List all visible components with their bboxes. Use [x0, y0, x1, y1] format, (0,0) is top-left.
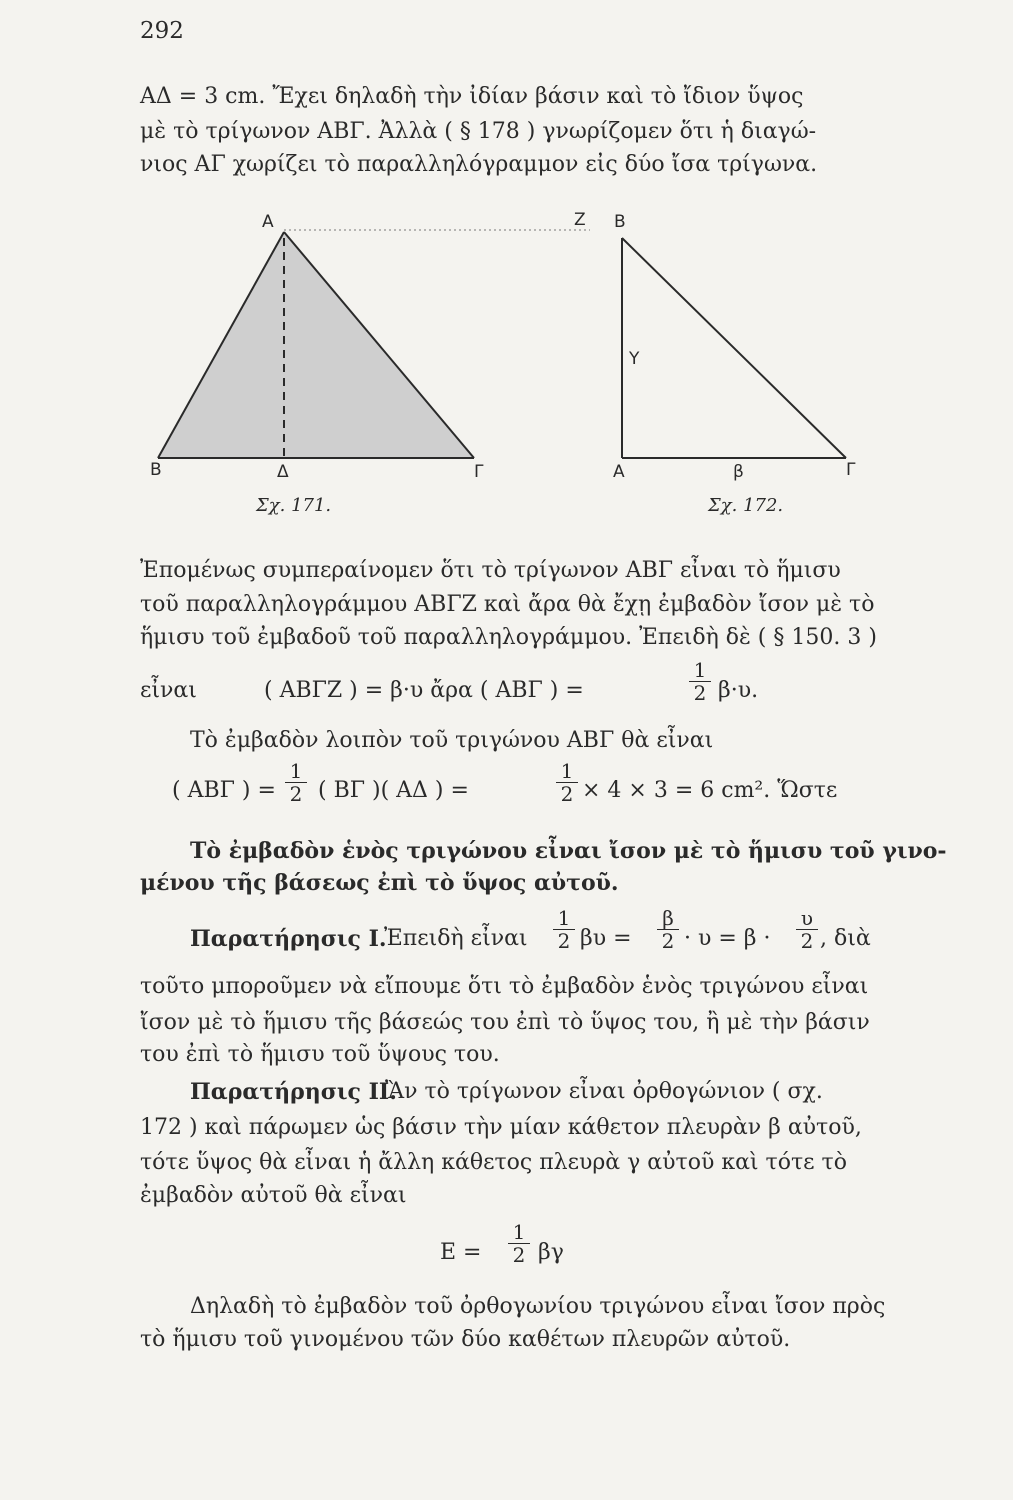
- eq2-lhs: ( ΑΒΓ ) =: [172, 778, 276, 803]
- remark1-line-2: ἴσον μὲ τὸ ἥμισυ τῆς βάσεώς του ἐπὶ τὸ ὕψος του, ἢ μὲ τὴν βάσιν: [140, 1010, 870, 1035]
- remark2-first: Ἂν τὸ τρίγωνον εἶναι ὀρθογώνιον ( σχ.: [385, 1079, 823, 1104]
- eq3-rhs: βγ: [538, 1240, 564, 1265]
- eq1-lead: εἶναι: [140, 678, 197, 703]
- fig171-label-b: Β: [150, 460, 162, 480]
- remark1-fraction-1: [553, 908, 575, 951]
- remark1-numerator-1: 1: [557, 906, 571, 930]
- page-number: 292: [140, 18, 184, 44]
- eq3-fraction: [508, 1222, 530, 1265]
- theorem-line-2: μένου τῆς βάσεως ἐπὶ τὸ ὕψος αὐτοῦ.: [140, 870, 619, 896]
- fig172-label-y: Υ: [629, 349, 640, 369]
- intro-line-3: νιος ΑΓ χωρίζει τὸ παραλληλόγραμμον εἰς δύο ἴσα τρίγωνα.: [140, 152, 818, 177]
- fig172-label-b: Β: [614, 212, 626, 232]
- eq2-middle: ( ΒΓ )( ΑΔ ) =: [318, 778, 469, 803]
- remark2-line-2: τότε ὕψος θὰ εἶναι ἡ ἄλλη κάθετος πλευρὰ γ αὐτοῦ καὶ τότε τὸ: [140, 1150, 847, 1175]
- intro-line-2: μὲ τὸ τρίγωνον ΑΒΓ. Ἀλλὰ ( § 178 ) γνωρίζομεν ὅτι ἡ διαγώ-: [140, 119, 817, 144]
- remark1-fraction-2: [657, 908, 679, 951]
- eq2-numerator-1: 1: [289, 759, 303, 783]
- figure-171: [158, 230, 590, 458]
- remark1-mid-2: · υ = β ·: [684, 926, 771, 951]
- remark1-title: Παρατήρησις Ι.: [190, 926, 387, 952]
- remark1-denominator-1: 2: [557, 929, 571, 953]
- eq1-fraction: [689, 660, 711, 703]
- eq3-numerator: 1: [512, 1220, 526, 1244]
- fig172-label-beta: β: [733, 462, 744, 482]
- remark1-tail: , διὰ: [820, 926, 871, 951]
- eq3-denominator: 2: [512, 1243, 526, 1267]
- eq1-numerator: 1: [693, 658, 707, 682]
- intro-line-1: ΑΔ = 3 cm. Ἔχει δηλαδὴ τὴν ἰδίαν βάσιν καὶ τὸ ἴδιον ὕψος: [140, 84, 804, 109]
- eq3-lhs: Ε =: [440, 1240, 482, 1265]
- fig172-label-a: Α: [613, 462, 625, 482]
- fig172-label-g: Γ: [846, 460, 856, 480]
- eq2-denominator-2: 2: [560, 782, 574, 806]
- remark2-title: Παρατήρησις ΙΙ.: [190, 1079, 397, 1105]
- eq2-numerator-2: 1: [560, 759, 574, 783]
- figure-172: [622, 238, 846, 458]
- remark1-mid-1: βυ =: [580, 926, 632, 951]
- conclusion-line-2: τὸ ἥμισυ τοῦ γινομένου τῶν δύο καθέτων πλευρῶν αὐτοῦ.: [140, 1327, 791, 1352]
- theorem-line-1: Τὸ ἐμβαδὸν ἑνὸς τριγώνου εἶναι ἴσον μὲ τὸ ἥμισυ τοῦ γινο-: [190, 838, 947, 864]
- remark1-line-1: τοῦτο μποροῦμεν νὰ εἴπουμε ὅτι τὸ ἐμβαδὸν ἑνὸς τριγώνου εἶναι: [140, 974, 869, 999]
- remark1-numerator-2: β: [662, 906, 674, 930]
- para1-line-1: Ἐπομένως συμπεραίνομεν ὅτι τὸ τρίγωνον ΑΒΓ εἶναι τὸ ἥμισυ: [140, 558, 841, 583]
- eq1-body: ( ΑΒΓΖ ) = β·υ ἄρα ( ΑΒΓ ) =: [264, 678, 584, 703]
- para1-line-2: τοῦ παραλληλογράμμου ΑΒΓΖ καὶ ἄρα θὰ ἔχῃ ἐμβαδὸν ἴσον μὲ τὸ: [140, 592, 875, 617]
- remark1-lead: Ἐπειδὴ εἶναι: [384, 926, 528, 951]
- conclusion-line-1: Δηλαδὴ τὸ ἐμβαδὸν τοῦ ὀρθογωνίου τριγώνου εἶναι ἴσον πρὸς: [190, 1294, 886, 1319]
- remark2-line-3: ἐμβαδὸν αὐτοῦ θὰ εἶναι: [140, 1183, 407, 1208]
- remark1-fraction-3: [796, 908, 818, 951]
- eq2-denominator-1: 2: [289, 782, 303, 806]
- fig171-label-g: Γ: [474, 462, 484, 482]
- remark1-denominator-3: 2: [800, 929, 814, 953]
- remark2-line-1: 172 ) καὶ πάρωμεν ὡς βάσιν τὴν μίαν κάθετον πλευρὰν β αὐτοῦ,: [140, 1115, 862, 1140]
- area-intro: Τὸ ἐμβαδὸν λοιπὸν τοῦ τριγώνου ΑΒΓ θὰ εἶναι: [190, 728, 714, 753]
- eq2-tail: × 4 × 3 = 6 cm². Ὥστε: [582, 778, 838, 803]
- eq1-tail: β·υ.: [718, 678, 759, 703]
- fig171-label-a: Α: [262, 212, 274, 232]
- remark1-numerator-3: υ: [800, 906, 814, 930]
- fig171-triangle-fill: [158, 232, 474, 458]
- fig172-hypotenuse: [622, 238, 846, 458]
- fig171-label-d: Δ: [277, 462, 289, 482]
- eq2-fraction-2: [556, 761, 578, 804]
- remark1-denominator-2: 2: [661, 929, 675, 953]
- eq1-denominator: 2: [693, 681, 707, 705]
- remark1-line-3: του ἐπὶ τὸ ἥμισυ τοῦ ὕψους του.: [140, 1042, 500, 1067]
- fig172-caption: Σχ. 172.: [708, 495, 784, 516]
- eq2-fraction-1: [285, 761, 307, 804]
- fig171-caption: Σχ. 171.: [256, 495, 332, 516]
- fig171-label-z: Ζ: [574, 210, 586, 230]
- para1-line-3: ἥμισυ τοῦ ἐμβαδοῦ τοῦ παραλληλογράμμου. Ἐπειδὴ δὲ ( § 150. 3 ): [140, 625, 877, 650]
